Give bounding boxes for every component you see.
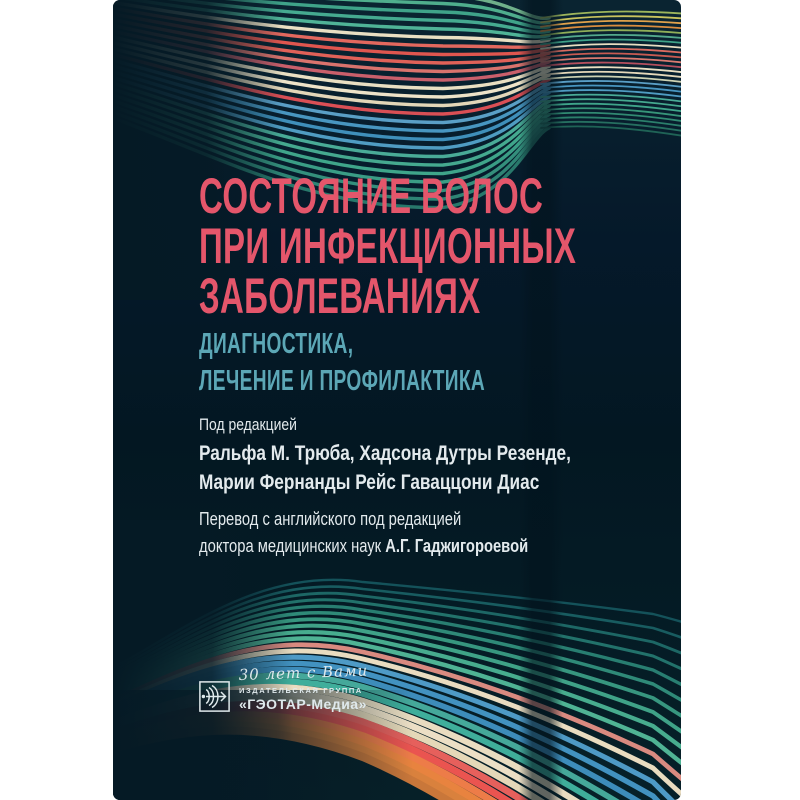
translation-block (199, 506, 528, 560)
title-line-2: ПРИ ИНФЕКЦИОННЫХ (199, 218, 577, 274)
editors-intro: Под редакцией (199, 415, 297, 434)
publisher-text (238, 661, 369, 712)
subtitle-line-2: ЛЕЧЕНИЕ И ПРОФИЛАКТИКА (199, 365, 486, 397)
editors-block (199, 410, 571, 497)
spine-crease (519, 0, 563, 800)
editors-names-line-2: Марии Фернанды Рейс Гаваццони Диас (199, 471, 540, 494)
publisher-anniversary: 30 лет с Вами (238, 661, 369, 684)
translation-line-2 (199, 533, 528, 560)
title-line-1: СОСТОЯНИЕ ВОЛОС (199, 168, 544, 224)
book-cover (113, 0, 681, 800)
translation-line-2-prefix: доктора медицинских наук (199, 536, 386, 556)
subtitle-line-1: ДИАГНОСТИКА, (199, 328, 354, 360)
bow-and-arrow-icon (199, 681, 230, 712)
translator-name: А.Г. Гаджигороевой (385, 536, 529, 556)
publisher-logo (199, 661, 369, 712)
publisher-name: «ГЭОТАР-Медиа» (239, 696, 367, 712)
editors-names-line-1: Ральфа М. Трюба, Хадсона Дутры Резенде, (199, 442, 571, 465)
publisher-group-label: ИЗДАТЕЛЬСКАЯ ГРУППА (239, 686, 363, 695)
book-title (199, 168, 577, 324)
title-line-3: ЗАБОЛЕВАНИЯХ (199, 268, 481, 324)
book-subtitle (199, 326, 485, 400)
translation-line-1: Перевод с английского под редакцией (199, 509, 462, 529)
